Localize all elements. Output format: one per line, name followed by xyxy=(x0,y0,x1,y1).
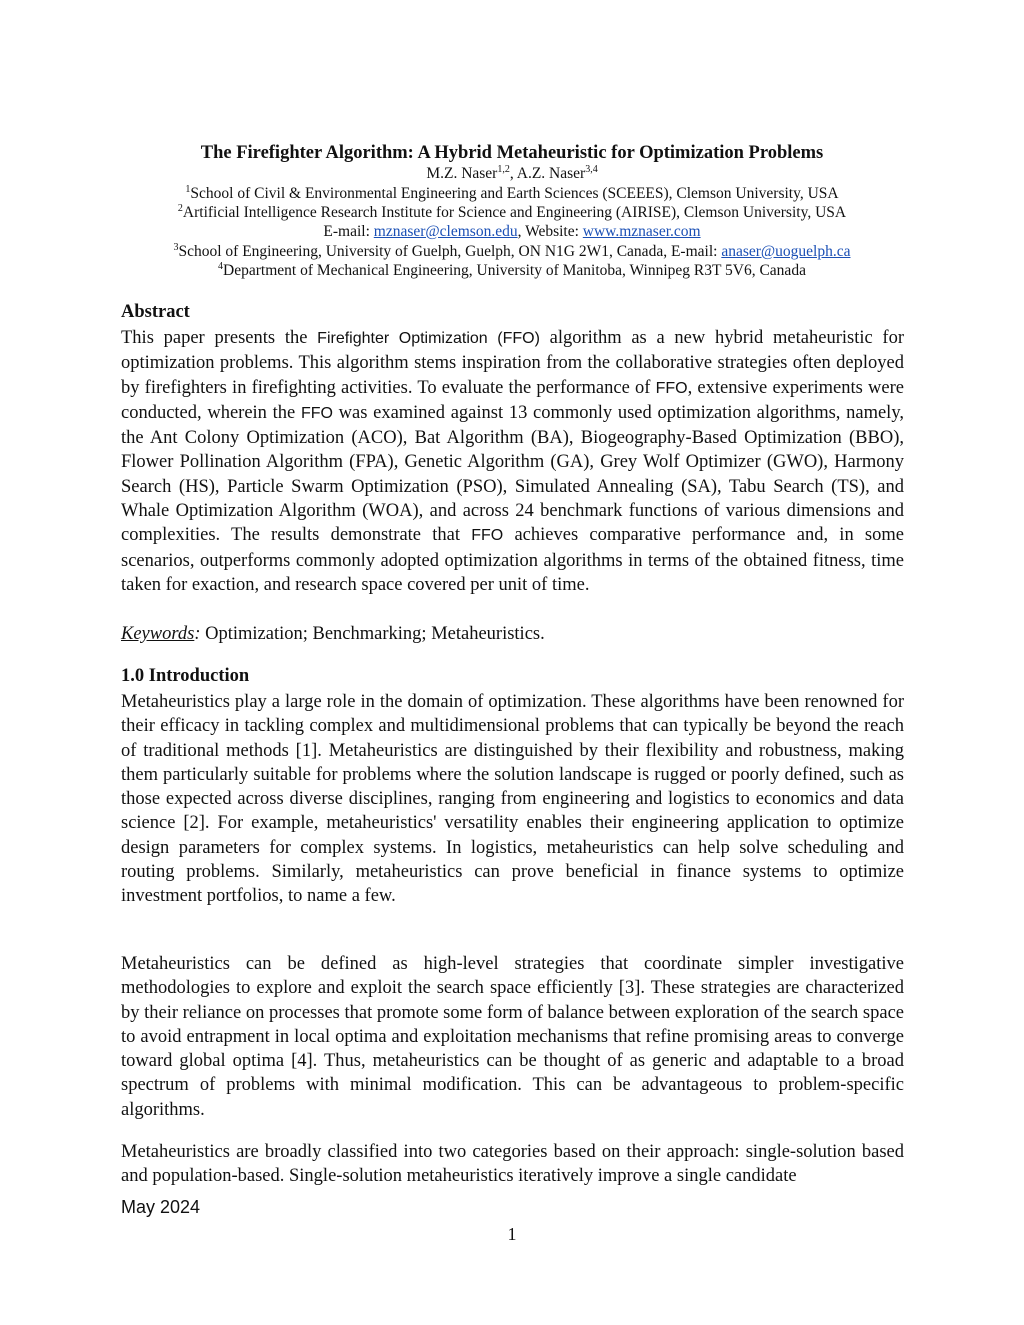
abstract-text-d: was examined against 13 commonly used optimization algorithms, namely, the Ant Colony Optimization (ACO), Bat Algorithm (BA), Biogeography-Based Optimization (BBO), Flower Pollination Algorithm (FPA), Genetic Algorithm (GA), Grey Wolf Optimizer (GWO), Harmony Search (HS), Particle Swarm Optimization (PSO), Simulated Annealing (SA), Tabu Search (TS), and Whale Optimization Algorithm (WOA), and across 24 benchmark functions of various dimensions and complexities. The results demonstrate that xyxy=(121,402,904,546)
keywords-label: Keywords xyxy=(121,624,195,644)
email-label: E-mail: xyxy=(323,223,374,240)
author-1-sup: 1,2 xyxy=(497,164,510,175)
abstract-ffo-3: FFO xyxy=(300,404,333,422)
introduction-heading: 1.0 Introduction xyxy=(121,666,250,686)
author-1: M.Z. Naser xyxy=(426,165,498,182)
author-2: A.Z. Naser xyxy=(516,165,586,182)
affiliation-4 xyxy=(0,261,1024,281)
abstract-ffo-4: FFO xyxy=(471,527,504,545)
abstract-ffo-full: Firefighter Optimization (FFO) xyxy=(317,330,540,347)
author-separator: , xyxy=(509,165,517,182)
intro-paragraph-2: Metaheuristics can be defined as high-level strategies that coordinate simpler investigative methodologies to explore and exploit the search space efficiently [3]. These strategies are characterized by their reliance on processes that promote some form of balance between exploration of the search space to avoid entrapment in local optima and exploitation mechanisms that refine promising areas to converge toward global optima [4]. Thus, metaheuristics can be thought of as generic and adaptable to a broad spectrum of problems with minimal modification. This can be advantageous to problem-specific algorithms. xyxy=(121,954,904,1120)
website-link[interactable]: www.mznaser.com xyxy=(582,223,701,240)
abstract-heading: Abstract xyxy=(121,302,190,322)
affiliation-4-sup: 4 xyxy=(218,261,224,272)
affiliation-2 xyxy=(0,203,1024,223)
abstract-text-b: algorithm as a new hybrid metaheuristic for optimization problems. This algorithm stems inspiration from the collaborative strategies often deployed by firefighters in firefighting activities. To evaluate the performance of xyxy=(121,328,905,398)
keywords-text: Optimization; Benchmarking; Metaheuristics. xyxy=(200,624,545,644)
contact-line xyxy=(0,222,1024,242)
email-link-clemson[interactable]: mznaser@clemson.edu xyxy=(373,223,518,240)
author-2-sup: 3,4 xyxy=(585,164,598,175)
keywords-colon: : xyxy=(194,624,201,644)
page-number: 1 xyxy=(507,1224,517,1244)
affiliation-3 xyxy=(0,242,1024,262)
affiliation-1-sup: 1 xyxy=(185,184,191,195)
abstract-text-a: This paper presents the xyxy=(121,328,318,348)
intro-paragraph-3: Metaheuristics are broadly classified into two categories based on their approach: single-solution based and population-based. Single-solution metaheuristics iteratively improve a single candidate xyxy=(121,1142,904,1187)
website-label: , Website: xyxy=(517,223,583,240)
keywords-line xyxy=(121,622,904,646)
affiliation-3-text: School of Engineering, University of Guelph, Guelph, ON N1G 2W1, Canada, E-mail: xyxy=(178,243,722,260)
abstract-ffo-2: FFO xyxy=(655,379,688,397)
email-link-guelph[interactable]: anaser@uoguelph.ca xyxy=(721,243,851,260)
abstract-text-e: achieves comparative performance and, in some scenarios, outperforms commonly adopted optimization algorithms in terms of the obtained fitness, time taken for exaction, and research space covered per unit of time. xyxy=(121,525,904,595)
author-line xyxy=(0,164,1024,184)
affiliation-3-sup: 3 xyxy=(173,242,179,253)
footer-date: May 2024 xyxy=(121,1197,201,1217)
paper-title: The Firefighter Algorithm: A Hybrid Metaheuristic for Optimization Problems xyxy=(200,143,824,163)
affiliation-2-sup: 2 xyxy=(177,203,183,214)
affiliation-4-text: Department of Mechanical Engineering, University of Manitoba, Winnipeg R3T 5V6, Canada xyxy=(223,262,806,279)
affiliation-1 xyxy=(0,184,1024,204)
affiliation-1-text: School of Civil & Environmental Engineering and Earth Sciences (SCEEES), Clemson University, USA xyxy=(190,185,839,202)
intro-paragraph-1: Metaheuristics play a large role in the domain of optimization. These algorithms have been renowned for their efficacy in tackling complex and multidimensional problems that can typically be beyond the reach of traditional methods [1]. Metaheuristics are distinguished by their flexibility and robustness, making them particularly suitable for problems where the solution landscape is rugged or poorly defined, such as those expected across diverse disciplines, ranging from engineering and logistics to economics and data science [2]. For example, metaheuristics' versatility enables their engineering application to optimize design parameters for complex systems. In logistics, metaheuristics can help solve scheduling and routing problems. Similarly, metaheuristics can prove beneficial in finance systems to optimize investment portfolios, to name a few. xyxy=(121,692,904,907)
abstract-paragraph xyxy=(121,326,904,597)
abstract-text-c: , extensive experiments were conducted, wherein the xyxy=(121,377,904,423)
affiliation-2-text: Artificial Intelligence Research Institute for Science and Engineering (AIRISE), Clemson University, USA xyxy=(182,204,847,221)
